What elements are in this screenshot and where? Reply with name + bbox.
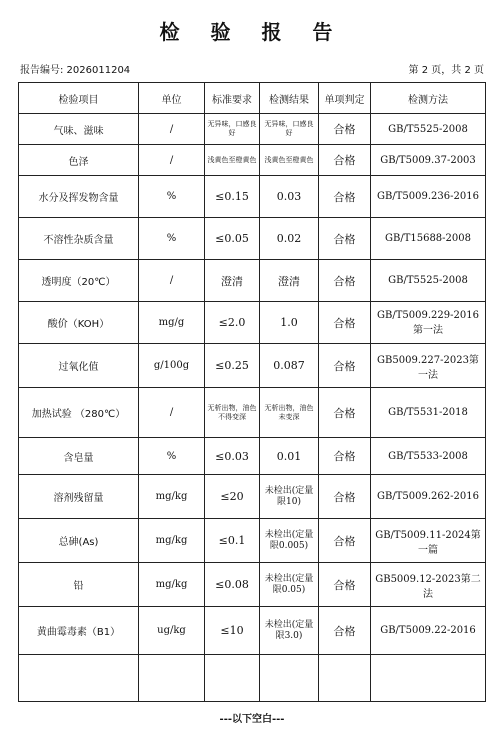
cell-empty — [205, 655, 260, 702]
page-title: 检 验 报 告 — [159, 20, 345, 44]
col-header-judgement: 单项判定 — [319, 83, 371, 114]
cell-judgement: 合格 — [319, 176, 371, 218]
cell-requirement: ≤0.25 — [205, 344, 260, 388]
table-row — [19, 260, 486, 302]
col-header-requirement: 标准要求 — [205, 83, 260, 114]
cell-item: 水分及挥发物含量 — [19, 176, 139, 218]
cell-result: 无异味，口感良好 — [260, 114, 319, 145]
cell-method: GB/T5009.37-2003 — [371, 145, 486, 176]
cell-judgement: 合格 — [319, 519, 371, 563]
cell-requirement: ≤0.1 — [205, 519, 260, 563]
table-row — [19, 302, 486, 344]
cell-unit: mg/kg — [139, 563, 205, 607]
cell-unit: / — [139, 145, 205, 176]
table-row — [19, 145, 486, 176]
cell-result: 0.02 — [260, 218, 319, 260]
cell-unit: g/100g — [139, 344, 205, 388]
cell-method: GB/T15688-2008 — [371, 218, 486, 260]
cell-method: GB/T5009.11-2024第一篇 — [371, 519, 486, 563]
cell-item: 加热试验 （280℃） — [19, 388, 139, 438]
cell-method: GB5009.227-2023第一法 — [371, 344, 486, 388]
cell-empty — [260, 655, 319, 702]
cell-item: 铅 — [19, 563, 139, 607]
cell-requirement: 无析出物，油色不得变深 — [205, 388, 260, 438]
table-row — [19, 218, 486, 260]
cell-unit: / — [139, 114, 205, 145]
cell-item: 总砷(As) — [19, 519, 139, 563]
cell-result: 未检出(定量限3.0) — [260, 607, 319, 655]
cell-requirement: 澄清 — [205, 260, 260, 302]
cell-result: 未检出(定量限10) — [260, 475, 319, 519]
empty-table-row — [19, 655, 486, 702]
table-row — [19, 563, 486, 607]
cell-empty — [371, 655, 486, 702]
table-row — [19, 438, 486, 475]
col-header-result: 检测结果 — [260, 83, 319, 114]
cell-method: GB5009.12-2023第二法 — [371, 563, 486, 607]
cell-empty — [139, 655, 205, 702]
cell-method: GB/T5531-2018 — [371, 388, 486, 438]
table-row — [19, 519, 486, 563]
cell-unit: % — [139, 438, 205, 475]
cell-requirement: ≤0.15 — [205, 176, 260, 218]
cell-requirement: ≤0.05 — [205, 218, 260, 260]
cell-requirement: 无异味，口感良好 — [205, 114, 260, 145]
report-number: 报告编号: 2026011204 — [20, 65, 131, 76]
cell-requirement: ≤20 — [205, 475, 260, 519]
cell-unit: % — [139, 176, 205, 218]
cell-unit: / — [139, 260, 205, 302]
cell-unit: mg/g — [139, 302, 205, 344]
cell-item: 气味、滋味 — [19, 114, 139, 145]
blank-below-note: ---以下空白--- — [219, 714, 285, 725]
cell-item: 透明度（20℃） — [19, 260, 139, 302]
cell-judgement: 合格 — [319, 302, 371, 344]
cell-unit: / — [139, 388, 205, 438]
cell-method: GB/T5009.262-2016 — [371, 475, 486, 519]
cell-judgement: 合格 — [319, 260, 371, 302]
cell-item: 色泽 — [19, 145, 139, 176]
report-table — [18, 82, 486, 702]
cell-judgement: 合格 — [319, 218, 371, 260]
table-row — [19, 607, 486, 655]
cell-judgement: 合格 — [319, 388, 371, 438]
cell-empty — [319, 655, 371, 702]
cell-requirement: ≤2.0 — [205, 302, 260, 344]
cell-method: GB/T5525-2008 — [371, 114, 486, 145]
table-row — [19, 176, 486, 218]
cell-item: 溶剂残留量 — [19, 475, 139, 519]
cell-judgement: 合格 — [319, 475, 371, 519]
page-info: 第 2 页，共 2 页 — [408, 65, 484, 76]
cell-item: 过氧化值 — [19, 344, 139, 388]
cell-result: 0.03 — [260, 176, 319, 218]
cell-unit: % — [139, 218, 205, 260]
col-header-item: 检验项目 — [19, 83, 139, 114]
table-header-row — [19, 83, 486, 114]
cell-requirement: ≤10 — [205, 607, 260, 655]
cell-requirement: 浅黄色至橙黄色 — [205, 145, 260, 176]
cell-result: 无析出物，油色未变深 — [260, 388, 319, 438]
table-row — [19, 388, 486, 438]
cell-judgement: 合格 — [319, 607, 371, 655]
cell-requirement: ≤0.03 — [205, 438, 260, 475]
cell-item: 酸价（KOH） — [19, 302, 139, 344]
cell-item: 含皂量 — [19, 438, 139, 475]
cell-result: 0.087 — [260, 344, 319, 388]
cell-unit: mg/kg — [139, 475, 205, 519]
table-row — [19, 114, 486, 145]
col-header-unit: 单位 — [139, 83, 205, 114]
cell-method: GB/T5525-2008 — [371, 260, 486, 302]
cell-judgement: 合格 — [319, 114, 371, 145]
cell-method: GB/T5009.236-2016 — [371, 176, 486, 218]
cell-method: GB/T5009.22-2016 — [371, 607, 486, 655]
cell-unit: mg/kg — [139, 519, 205, 563]
cell-result: 浅黄色至橙黄色 — [260, 145, 319, 176]
cell-empty — [19, 655, 139, 702]
cell-item: 不溶性杂质含量 — [19, 218, 139, 260]
cell-result: 未检出(定量限0.05) — [260, 563, 319, 607]
cell-unit: ug/kg — [139, 607, 205, 655]
cell-result: 未检出(定量限0.005) — [260, 519, 319, 563]
cell-judgement: 合格 — [319, 438, 371, 475]
cell-method: GB/T5533-2008 — [371, 438, 486, 475]
cell-requirement: ≤0.08 — [205, 563, 260, 607]
cell-item: 黄曲霉毒素（B1） — [19, 607, 139, 655]
table-row — [19, 344, 486, 388]
cell-judgement: 合格 — [319, 145, 371, 176]
cell-result: 0.01 — [260, 438, 319, 475]
cell-judgement: 合格 — [319, 344, 371, 388]
cell-result: 澄清 — [260, 260, 319, 302]
cell-method: GB/T5009.229-2016第一法 — [371, 302, 486, 344]
cell-result: 1.0 — [260, 302, 319, 344]
table-row — [19, 475, 486, 519]
cell-judgement: 合格 — [319, 563, 371, 607]
col-header-method: 检测方法 — [371, 83, 486, 114]
